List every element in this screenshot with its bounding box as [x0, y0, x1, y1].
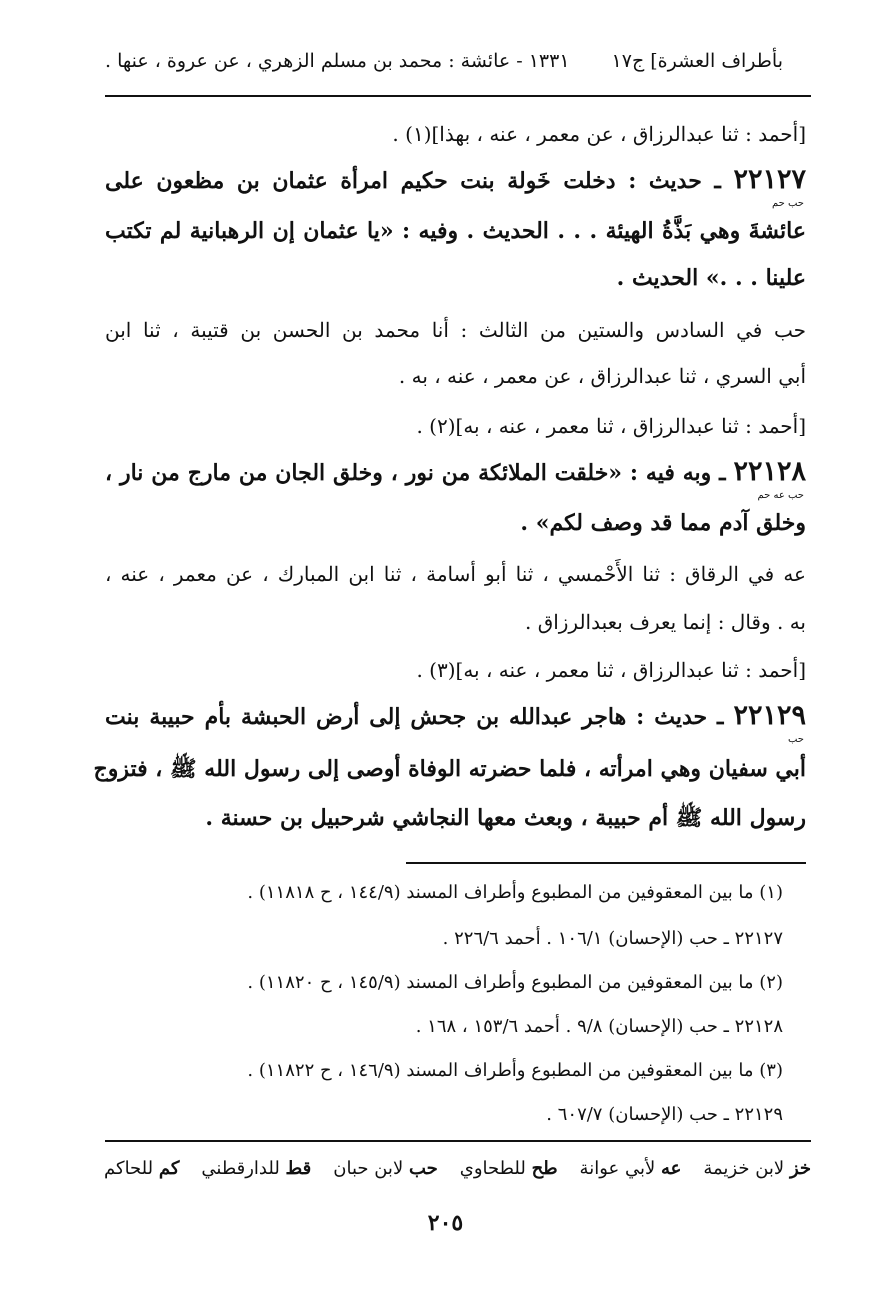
header-rule — [105, 95, 811, 97]
text-line: وخلق آدم مما قد وصف لكم» . — [520, 510, 806, 536]
abbreviation-legend — [105, 1158, 811, 1179]
legend-code: قط — [285, 1158, 312, 1179]
text-line: [أحمد : ثنا عبدالرزاق ، ثنا معمر ، عنه ، به](٢) . — [416, 414, 806, 438]
text-line — [105, 700, 806, 745]
legend-label: لابن حبان — [333, 1158, 404, 1179]
text-line: علينا . . .» الحديث . — [616, 265, 806, 291]
text-line: أبي السري ، ثنا عبدالرزاق ، عن معمر ، عنه ، به . — [398, 364, 806, 388]
source-codes: حب — [787, 734, 804, 745]
text-line — [105, 456, 806, 501]
hadith-text: ـ حديث : هاجر عبدالله بن جحش إلى أرض الحبشة بأم حبيبة بنت — [105, 704, 724, 730]
legend-code: طح — [531, 1158, 558, 1179]
legend-item — [333, 1158, 438, 1179]
legend-item — [703, 1158, 811, 1179]
text-line: [أحمد : ثنا عبدالرزاق ، عن معمر ، عنه ، بهذا](١) . — [392, 122, 806, 146]
legend-code: حب — [408, 1158, 438, 1179]
legend-label: لأبي عوانة — [579, 1158, 656, 1179]
footnote-line: ٢٢١٢٨ ـ حب (الإحسان) ٩/٨ . أحمد ١٥٣/٦ ، ١٦٨ . — [415, 1016, 783, 1037]
source-codes: حب عه حم — [757, 490, 804, 501]
text-line: أبي سفيان وهي امرأته ، فلما حضرته الوفاة أوصى إلى رسول الله ﷺ ، فتزوج — [93, 756, 806, 782]
footnote-line: (١) ما بين المعقوفين من المطبوع وأطراف المسند (١٤٤/٩ ، ح ١١٨١٨) . — [247, 882, 783, 903]
legend-item — [104, 1158, 179, 1179]
hadith-number: ٢٢١٢٨ — [733, 456, 806, 487]
source-codes: حب حم — [771, 198, 804, 209]
footnote-line: ٢٢١٢٩ ـ حب (الإحسان) ٦٠٧/٧ . — [546, 1104, 783, 1125]
page-number: ٢٠٥ — [427, 1210, 464, 1236]
header-chapter-title: ١٣٣١ - عائشة : محمد بن مسلم الزهري ، عن عروة ، عنها . — [105, 50, 570, 72]
footnote-line: (٢) ما بين المعقوفين من المطبوع وأطراف المسند (١٤٥/٩ ، ح ١١٨٢٠) . — [247, 972, 783, 993]
text-line: [أحمد : ثنا عبدالرزاق ، ثنا معمر ، عنه ، به](٣) . — [416, 658, 806, 682]
text-line: به . وقال : إنما يعرف بعبدالرزاق . — [524, 610, 806, 634]
text-line: عائشةَ وهي بَذَّةُ الهيئة . . . الحديث . وفيه : «يا عثمان إن الرهبانية لم تكتب — [105, 218, 806, 244]
footnote-line: (٣) ما بين المعقوفين من المطبوع وأطراف المسند (١٤٦/٩ ، ح ١١٨٢٢) . — [247, 1060, 783, 1081]
hadith-text: ـ حديث : دخلت خَولة بنت حكيم امرأة عثمان بن مظعون على — [105, 168, 721, 194]
legend-code: خز — [789, 1158, 811, 1179]
legend-label: للدارقطني — [201, 1158, 280, 1179]
legend-label: للطحاوي — [459, 1158, 526, 1179]
legend-rule — [105, 1140, 811, 1142]
hadith-number: ٢٢١٢٩ — [733, 700, 806, 731]
hadith-text: ـ وبه فيه : «خلقت الملائكة من نور ، وخلق الجان من مارج من نار ، — [105, 460, 726, 486]
hadith-number: ٢٢١٢٧ — [733, 164, 806, 195]
header-book-title: بأطراف العشرة] ج١٧ — [611, 50, 783, 72]
legend-item — [201, 1158, 311, 1179]
text-line — [105, 164, 806, 209]
legend-label: للحاكم — [104, 1158, 154, 1179]
legend-code: عه — [660, 1158, 682, 1179]
legend-label: لابن خزيمة — [703, 1158, 785, 1179]
footnote-line: ٢٢١٢٧ ـ حب (الإحسان) ١٠٦/١ . أحمد ٢٢٦/٦ . — [442, 928, 783, 949]
legend-item — [460, 1158, 558, 1179]
text-line: عه في الرقاق : ثنا الأَحْمسي ، ثنا أبو أسامة ، ثنا ابن المبارك ، عن معمر ، عنه ، — [105, 562, 806, 586]
footnote-separator — [406, 862, 806, 864]
legend-item — [580, 1158, 682, 1179]
running-header — [105, 40, 783, 84]
text-line: حب في السادس والستين من الثالث : أنا محمد بن الحسن بن قتيبة ، ثنا ابن — [105, 318, 806, 342]
text-line: رسول الله ﷺ أم حبيبة ، وبعث معها النجاشي شرحبيل بن حسنة . — [205, 805, 806, 831]
legend-code: كم — [158, 1158, 180, 1179]
